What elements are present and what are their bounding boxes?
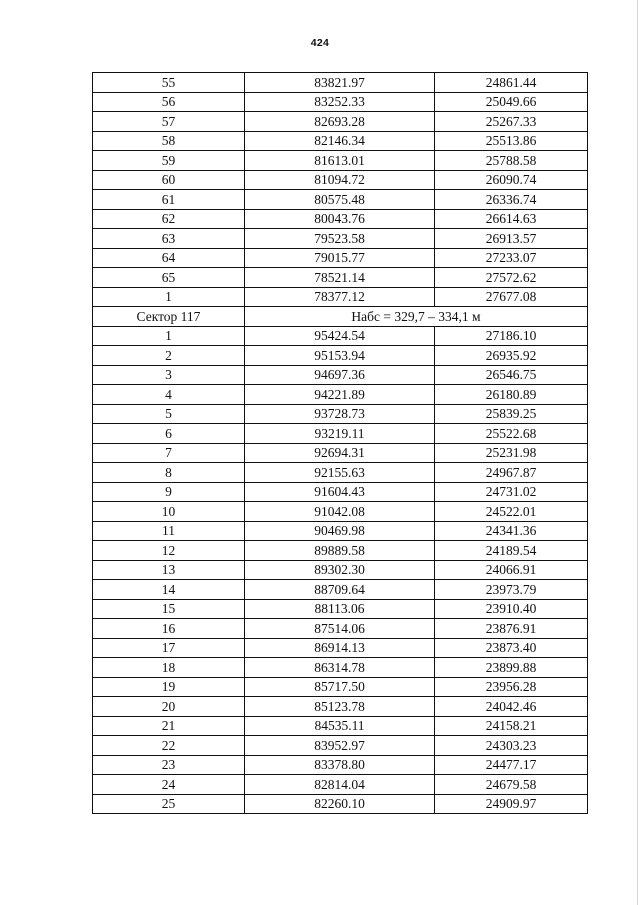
x-coordinate-cell: 94221.89 [245, 385, 435, 405]
point-number-cell: 9 [93, 482, 245, 502]
point-number-cell: 63 [93, 229, 245, 249]
table-row [93, 482, 588, 502]
y-coordinate-cell: 27186.10 [435, 326, 588, 346]
y-coordinate-cell: 25788.58 [435, 151, 588, 171]
table-row [93, 599, 588, 619]
x-coordinate-cell: 82814.04 [245, 775, 435, 795]
x-coordinate-cell: 94697.36 [245, 365, 435, 385]
table-row [93, 521, 588, 541]
table-row [93, 73, 588, 93]
point-number-cell: 62 [93, 209, 245, 229]
x-coordinate-cell: 82146.34 [245, 131, 435, 151]
x-coordinate-cell: 90469.98 [245, 521, 435, 541]
point-number-cell: 5 [93, 404, 245, 424]
table-row [93, 794, 588, 814]
x-coordinate-cell: 85717.50 [245, 677, 435, 697]
table-row [93, 638, 588, 658]
page-number: 424 [310, 37, 330, 49]
y-coordinate-cell: 27233.07 [435, 248, 588, 268]
x-coordinate-cell: 82693.28 [245, 112, 435, 132]
x-coordinate-cell: 82260.10 [245, 794, 435, 814]
y-coordinate-cell: 23910.40 [435, 599, 588, 619]
table-row [93, 619, 588, 639]
table-row [93, 229, 588, 249]
table-row [93, 560, 588, 580]
x-coordinate-cell: 88113.06 [245, 599, 435, 619]
x-coordinate-cell: 83378.80 [245, 755, 435, 775]
y-coordinate-cell: 27677.08 [435, 287, 588, 307]
x-coordinate-cell: 84535.11 [245, 716, 435, 736]
y-coordinate-cell: 24522.01 [435, 502, 588, 522]
point-number-cell: 58 [93, 131, 245, 151]
table-row [93, 92, 588, 112]
point-number-cell: 12 [93, 541, 245, 561]
point-number-cell: 13 [93, 560, 245, 580]
y-coordinate-cell: 23956.28 [435, 677, 588, 697]
x-coordinate-cell: 79523.58 [245, 229, 435, 249]
point-number-cell: 8 [93, 463, 245, 483]
x-coordinate-cell: 87514.06 [245, 619, 435, 639]
point-number-cell: 65 [93, 268, 245, 288]
coordinates-table-body [93, 73, 588, 814]
table-row [93, 131, 588, 151]
point-number-cell: 3 [93, 365, 245, 385]
y-coordinate-cell: 25839.25 [435, 404, 588, 424]
point-number-cell: 16 [93, 619, 245, 639]
point-number-cell: 19 [93, 677, 245, 697]
table-row [93, 658, 588, 678]
table-row [93, 736, 588, 756]
point-number-cell: 55 [93, 73, 245, 93]
point-number-cell: 25 [93, 794, 245, 814]
y-coordinate-cell: 24042.46 [435, 697, 588, 717]
y-coordinate-cell: 24303.23 [435, 736, 588, 756]
table-row [93, 404, 588, 424]
x-coordinate-cell: 83952.97 [245, 736, 435, 756]
point-number-cell: 20 [93, 697, 245, 717]
table-row [93, 287, 588, 307]
point-number-cell: 60 [93, 170, 245, 190]
point-number-cell: 2 [93, 346, 245, 366]
table-row [93, 112, 588, 132]
x-coordinate-cell: 80043.76 [245, 209, 435, 229]
table-row [93, 268, 588, 288]
scan-edge-line [637, 0, 638, 905]
point-number-cell: 56 [93, 92, 245, 112]
x-coordinate-cell: 79015.77 [245, 248, 435, 268]
table-row [93, 443, 588, 463]
y-coordinate-cell: 26180.89 [435, 385, 588, 405]
sector-label: Сектор 117 [93, 307, 245, 327]
y-coordinate-cell: 25522.68 [435, 424, 588, 444]
y-coordinate-cell: 23873.40 [435, 638, 588, 658]
x-coordinate-cell: 80575.48 [245, 190, 435, 210]
table-row [93, 385, 588, 405]
table-row [93, 170, 588, 190]
y-coordinate-cell: 23876.91 [435, 619, 588, 639]
y-coordinate-cell: 26090.74 [435, 170, 588, 190]
point-number-cell: 21 [93, 716, 245, 736]
table-row [93, 365, 588, 385]
x-coordinate-cell: 78377.12 [245, 287, 435, 307]
y-coordinate-cell: 26336.74 [435, 190, 588, 210]
y-coordinate-cell: 27572.62 [435, 268, 588, 288]
y-coordinate-cell: 24066.91 [435, 560, 588, 580]
table-row [93, 716, 588, 736]
table-row [93, 775, 588, 795]
table-row [93, 209, 588, 229]
table-row [93, 346, 588, 366]
y-coordinate-cell: 26546.75 [435, 365, 588, 385]
point-number-cell: 64 [93, 248, 245, 268]
point-number-cell: 18 [93, 658, 245, 678]
table-row [93, 190, 588, 210]
y-coordinate-cell: 25231.98 [435, 443, 588, 463]
y-coordinate-cell: 25049.66 [435, 92, 588, 112]
point-number-cell: 57 [93, 112, 245, 132]
y-coordinate-cell: 24189.54 [435, 541, 588, 561]
y-coordinate-cell: 25267.33 [435, 112, 588, 132]
point-number-cell: 10 [93, 502, 245, 522]
x-coordinate-cell: 95153.94 [245, 346, 435, 366]
y-coordinate-cell: 26935.92 [435, 346, 588, 366]
point-number-cell: 59 [93, 151, 245, 171]
y-coordinate-cell: 23899.88 [435, 658, 588, 678]
x-coordinate-cell: 91042.08 [245, 502, 435, 522]
x-coordinate-cell: 89889.58 [245, 541, 435, 561]
y-coordinate-cell: 24341.36 [435, 521, 588, 541]
sector-header-row [93, 307, 588, 327]
table-row [93, 326, 588, 346]
table-row [93, 463, 588, 483]
table-row [93, 248, 588, 268]
x-coordinate-cell: 88709.64 [245, 580, 435, 600]
point-number-cell: 22 [93, 736, 245, 756]
x-coordinate-cell: 89302.30 [245, 560, 435, 580]
point-number-cell: 23 [93, 755, 245, 775]
point-number-cell: 14 [93, 580, 245, 600]
table-row [93, 580, 588, 600]
table-row [93, 677, 588, 697]
table-row [93, 424, 588, 444]
x-coordinate-cell: 78521.14 [245, 268, 435, 288]
table-row [93, 755, 588, 775]
x-coordinate-cell: 86314.78 [245, 658, 435, 678]
point-number-cell: 1 [93, 326, 245, 346]
x-coordinate-cell: 81094.72 [245, 170, 435, 190]
point-number-cell: 61 [93, 190, 245, 210]
y-coordinate-cell: 24909.97 [435, 794, 588, 814]
x-coordinate-cell: 81613.01 [245, 151, 435, 171]
x-coordinate-cell: 86914.13 [245, 638, 435, 658]
y-coordinate-cell: 23973.79 [435, 580, 588, 600]
y-coordinate-cell: 26913.57 [435, 229, 588, 249]
point-number-cell: 24 [93, 775, 245, 795]
x-coordinate-cell: 83252.33 [245, 92, 435, 112]
sector-elevation-range: Набс = 329,7 – 334,1 м [245, 307, 588, 327]
x-coordinate-cell: 95424.54 [245, 326, 435, 346]
table-row [93, 151, 588, 171]
point-number-cell: 11 [93, 521, 245, 541]
x-coordinate-cell: 91604.43 [245, 482, 435, 502]
x-coordinate-cell: 92694.31 [245, 443, 435, 463]
x-coordinate-cell: 85123.78 [245, 697, 435, 717]
table-row [93, 697, 588, 717]
y-coordinate-cell: 24967.87 [435, 463, 588, 483]
point-number-cell: 7 [93, 443, 245, 463]
table-row [93, 541, 588, 561]
point-number-cell: 15 [93, 599, 245, 619]
y-coordinate-cell: 24477.17 [435, 755, 588, 775]
point-number-cell: 6 [93, 424, 245, 444]
y-coordinate-cell: 24679.58 [435, 775, 588, 795]
point-number-cell: 4 [93, 385, 245, 405]
y-coordinate-cell: 26614.63 [435, 209, 588, 229]
table-row [93, 502, 588, 522]
x-coordinate-cell: 92155.63 [245, 463, 435, 483]
point-number-cell: 17 [93, 638, 245, 658]
x-coordinate-cell: 93219.11 [245, 424, 435, 444]
point-number-cell: 1 [93, 287, 245, 307]
coordinates-table [92, 72, 588, 814]
y-coordinate-cell: 24731.02 [435, 482, 588, 502]
x-coordinate-cell: 93728.73 [245, 404, 435, 424]
x-coordinate-cell: 83821.97 [245, 73, 435, 93]
y-coordinate-cell: 25513.86 [435, 131, 588, 151]
y-coordinate-cell: 24861.44 [435, 73, 588, 93]
y-coordinate-cell: 24158.21 [435, 716, 588, 736]
